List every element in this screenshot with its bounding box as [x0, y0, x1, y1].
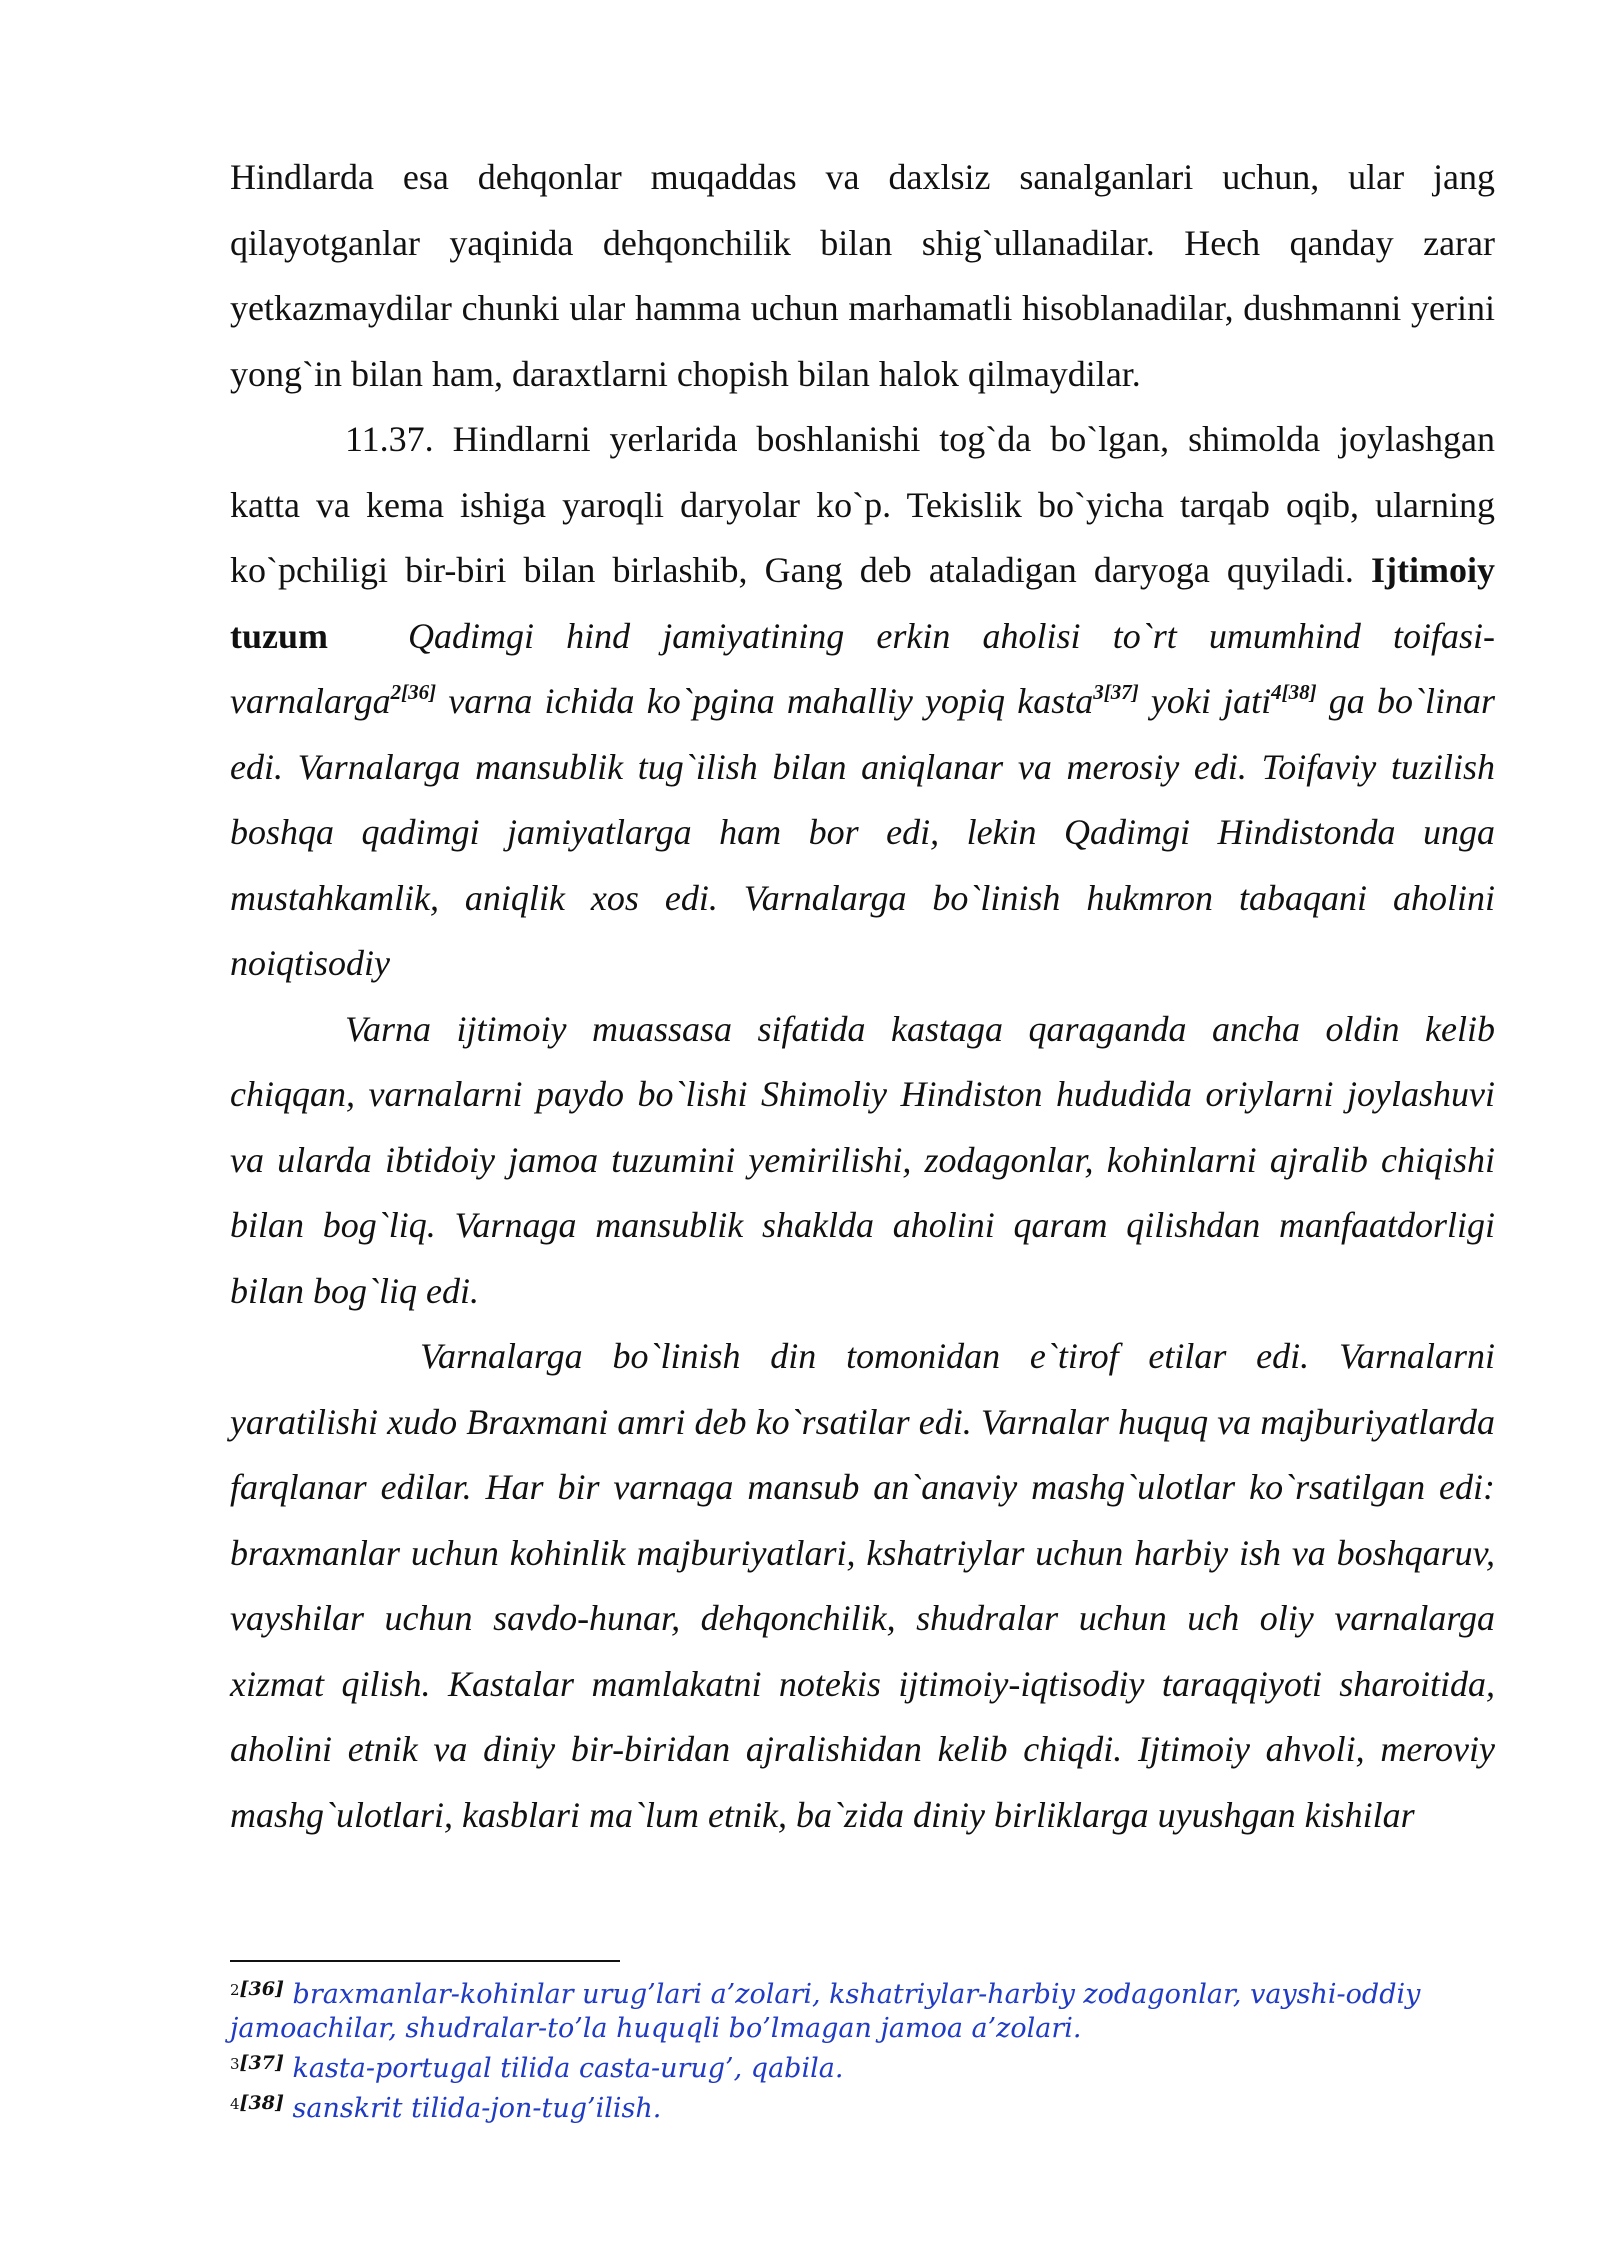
- footnote-ref-label: [38]: [239, 2092, 284, 2114]
- paragraph-2-italic-2: varna ichida ko`pgina mahalliy yopiq kasta: [436, 681, 1094, 721]
- footnote-ref-label: [37]: [239, 2052, 284, 2074]
- footnote-mark: 2: [230, 1981, 240, 1999]
- document-body: [230, 145, 1495, 1848]
- paragraph-2: [230, 407, 1495, 997]
- paragraph-2-text: 11.37. Hindlarni yerlarida boshlanishi tog`da bo`lgan, shimolda joylashgan katta va kema ishiga yaroqli daryolar ko`p. Tekislik bo`yicha tarqab oqib, ularning ko`pchiligi bir-biri bilan birlashib, Gang deb ataladigan daryoga quyiladi.: [230, 419, 1495, 590]
- footnote-36: [230, 1972, 1495, 2046]
- footnote-divider: [230, 1960, 620, 1962]
- paragraph-2-italic-4: ga bo`linar edi. Varnalarga mansublik tug`ilish bilan aniqlanar va merosiy edi. Toifaviy tuzilish boshqa qadimgi jamiyatlarga ham bor edi, lekin Qadimgi Hindistonda unga mustahkamlik, aniqlik xos edi. Varnalarga bo`linish hukmron tabaqani aholini noiqtisodiy: [230, 681, 1495, 983]
- footnote-ref-38[interactable]: 4[38]: [1271, 680, 1317, 704]
- footnote-text: kasta-portugal tilida casta-urug’, qabila.: [283, 2053, 844, 2084]
- footnote-mark: 4: [230, 2095, 240, 2113]
- footnote-mark: 3: [230, 2055, 240, 2073]
- paragraph-2-italic-3: yoki jati: [1138, 681, 1272, 721]
- footnotes: [230, 1972, 1495, 2126]
- footnote-37: [230, 2046, 1495, 2086]
- footnote-ref-36[interactable]: 2[36]: [390, 680, 437, 704]
- footnote-38: [230, 2086, 1495, 2126]
- footnote-ref-37[interactable]: 3[37]: [1093, 680, 1139, 704]
- footnote-text: sanskrit tilida-jon-tug’ilish.: [283, 2093, 662, 2124]
- footnote-text: braxmanlar-kohinlar urug’lari a’zolari, kshatriylar-harbiy zodagonlar, vayshi-oddiy jamoachilar, shudralar-to’la huquqli bo’lmagan jamoa a’zolari.: [230, 1979, 1421, 2044]
- paragraph-1: Hindlarda esa dehqonlar muqaddas va daxlsiz sanalganlari uchun, ular jang qilayotganlar yaqinida dehqonchilik bilan shig`ullanadilar. Hech qanday zarar yetkazmaydilar chunki ular hamma uchun marhamatli hisoblanadilar, dushmanni yerini yong`in bilan ham, daraxtlarni chopish bilan halok qilmaydilar.: [230, 157, 1495, 394]
- paragraph-4: Varnalarga bo`linish din tomonidan e`tirof etilar edi. Varnalarni yaratilishi xudo Braxmani amri deb ko`rsatilar edi. Varnalar huquq va majburiyatlarda farqlanar edilar. Har bir varnaga mansub an`anaviy mashg`ulotlar ko`rsatilgan edi: braxmanlar uchun kohinlik majburiyatlari, kshatriylar uchun harbiy ish va boshqaruv, vayshilar uchun savdo-hunar, dehqonchilik, shudralar uchun uch oliy varnalarga xizmat qilish. Kastalar mamlakatni notekis ijtimoiy-iqtisodiy taraqqiyoti sharoitida, aholini etnik va diniy bir-biridan ajralishidan kelib chiqdi. Ijtimoiy ahvoli, meroviy mashg`ulotlari, kasblari ma`lum etnik, ba`zida diniy birliklarga uyushgan kishilar: [230, 1336, 1495, 1835]
- paragraph-3: Varna ijtimoiy muassasa sifatida kastaga qaraganda ancha oldin kelib chiqqan, varnalarni paydo bo`lishi Shimoliy Hindiston hududida oriylarni joylashuvi va ularda ibtidoiy jamoa tuzumini yemirilishi, zodagonlar, kohinlarni ajralib chiqishi bilan bog`liq. Varnaga mansublik shaklda aholini qaram qilishdan manfaatdorligi bilan bog`liq edi.: [230, 1008, 1495, 1311]
- footnote-ref-label: [36]: [239, 1978, 284, 2000]
- paragraph-2-italic-1: Qadimgi hind jamiyatining erkin aholisi to`rt umumhind toifasi-varnalarga: [230, 615, 1495, 721]
- section-heading: Ijtimoiy tuzum: [230, 550, 1495, 656]
